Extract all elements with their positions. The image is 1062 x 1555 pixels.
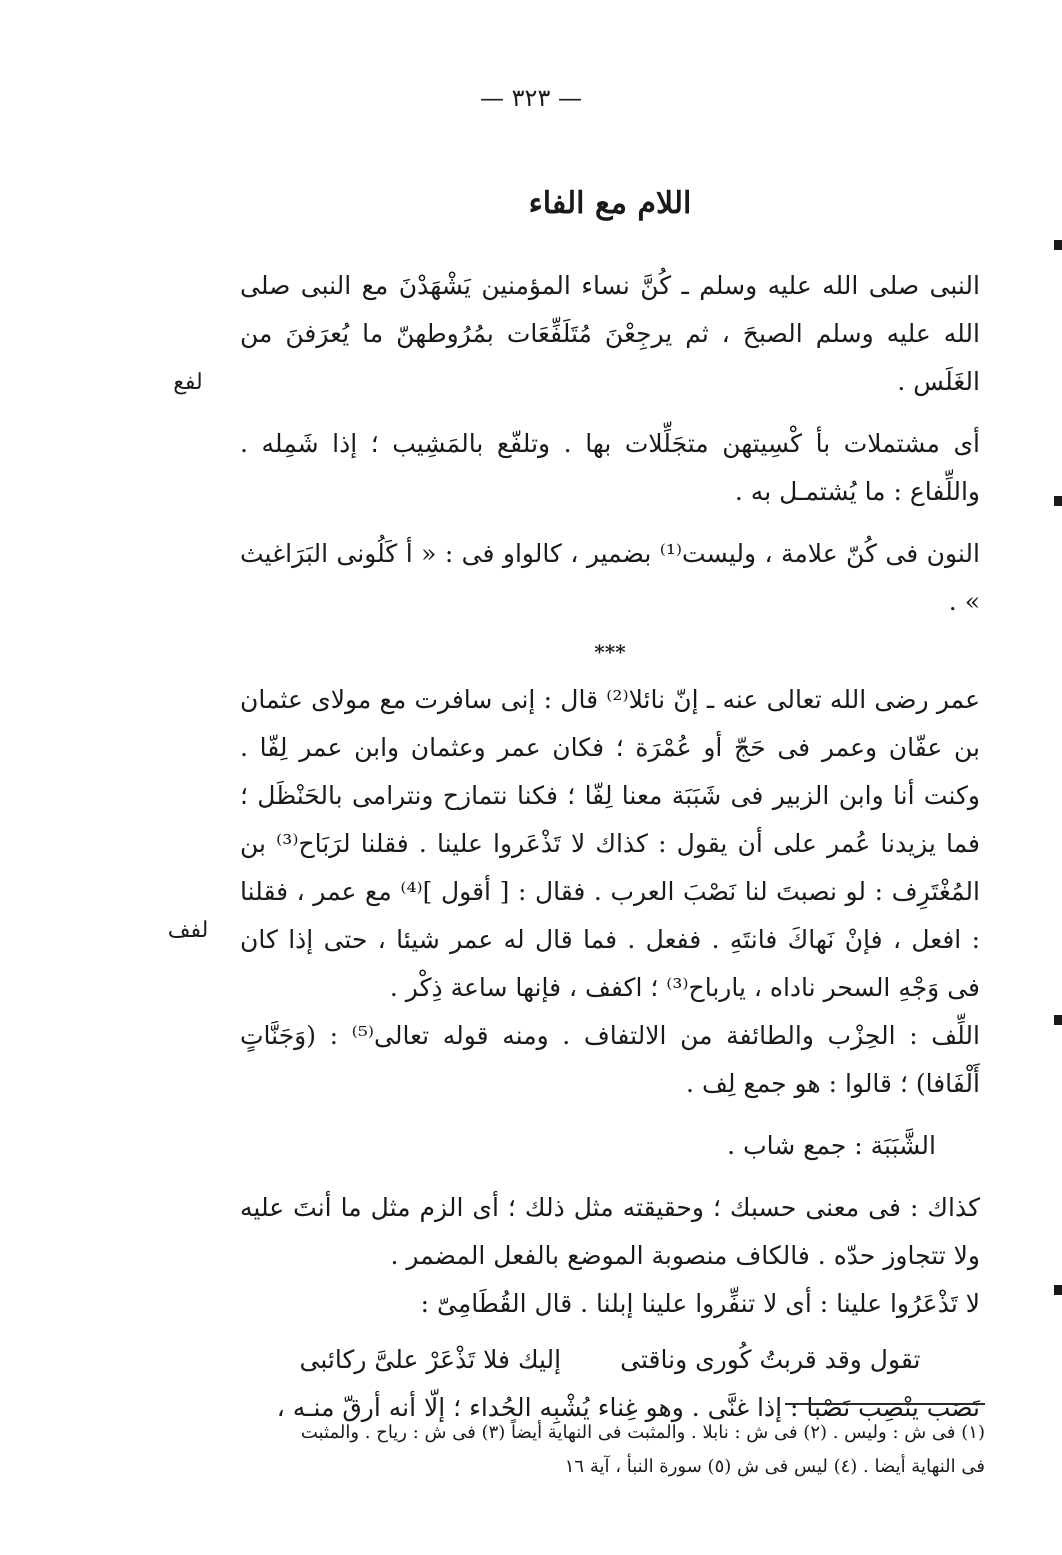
verse-hemistich-2: إليك فلا تَذْعَرْ علىَّ ركائبى: [299, 1345, 562, 1374]
margin-note-lafa: لفع: [173, 370, 203, 395]
footnote-line: فى النهاية أيضا . (٤) ليس فى ش (٥) سورة النبأ ، آية ١٦: [564, 1456, 985, 1477]
section-heading: اللام مع الفاء: [528, 186, 692, 221]
paragraph: نَصَب ينْصِب نَصْبا : إذا غنَّى . وهو غِناء يُشْبِه الحُداء ؛ إلّا أنه أرقّ منـه ،: [276, 1393, 980, 1422]
page-number: — ٣٢٣ —: [480, 84, 582, 112]
paragraph: عمر رضى الله تعالى عنه ـ إنّ نائلا⁽²⁾ قال : إنى سافرت مع مولاى عثمان بن عفّان وعمر فى حَجّ أو عُمْرَة ؛ فكان عمر وعثمان وابن عمر لِفّا . وكنت أنا وابن الزبير فى شَبَبَة معنا لِفّا ؛ فكنا نتمازح ونترامى بالحَنْظَل ؛ فما يزيدنا عُمر على أن يقول : كذاك لا تَذْعَروا علينا . فقلنا لرَبَاح⁽³⁾ بن المُغْتَرِف : لو نصبتَ لنا نَصْبَ العرب . فقال : [ أقول ]⁽⁴⁾ مع عمر ، فقلنا : افعل ، فإنْ نَهاكَ فانتَهِ . ففعل . فما قال له عمر شيئا ، حتى إذا كان فى وَجْهِ السحر ناداه ، يارباح⁽³⁾ ؛ اكفف ، فإنها ساعة ذِكْر .: [240, 685, 980, 1002]
scan-edge-mark: [1054, 496, 1062, 506]
scan-edge-mark: [1054, 240, 1062, 250]
footnote-divider: [785, 1403, 985, 1405]
paragraph: أى مشتملات بأ كْسِيتهن متجَلِّلات بها . وتلفّع بالمَشِيب ؛ إذا شَمِله . واللِّفاع : ما يُشتمـل به .: [240, 429, 980, 506]
main-text: [240, 262, 980, 1432]
section-separator: ***: [594, 640, 626, 664]
scan-edge-mark: [1054, 1015, 1062, 1025]
paragraph: الشَّبَبَة : جمع شاب .: [727, 1131, 936, 1160]
scan-edge-mark: [1054, 1285, 1062, 1295]
paragraph: اللِّف : الحِزْب والطائفة من الالتفاف . ومنه قوله تعالى⁽⁵⁾ : (وَجَنَّاتٍ أَلْفَافا) ؛ قالوا : هو جمع لِف .: [240, 1021, 980, 1098]
verse-hemistich-1: تقول وقد قربتُ كُورى وناقتى: [620, 1345, 921, 1374]
paragraph: النبى صلى الله عليه وسلم ـ كُنَّ نساء المؤمنين يَشْهَدْنَ مع النبى صلى الله عليه وسلم الصبحَ ، ثم يرجِعْنَ مُتَلَفِّعَات بمُرُوطهنّ ما يُعرَفنَ من الغَلَس .: [240, 271, 980, 396]
footnote-line: (١) فى ش : وليس . (٢) فى ش : نابلا . والمثبت فى النهاية أيضاً (٣) فى ش : رياح . والمثبت: [300, 1422, 985, 1443]
paragraph: لا تَذْعَرُوا علينا : أى لا تنفِّروا علينا إبلنا . قال القُطَامِىّ :: [420, 1289, 980, 1318]
paragraph: النون فى كُنّ علامة ، وليست⁽¹⁾ بضمير ، كالواو فى : « أ كَلُونى البَرَاغيث » .: [240, 539, 980, 616]
footnotes: [240, 1416, 985, 1484]
paragraph: كذاك : فى معنى حسبك ؛ وحقيقته مثل ذلك ؛ أى الزم مثل ما أنتَ عليه ولا تتجاوز حدّه . فالكاف منصوبة الموضع بالفعل المضمر .: [240, 1193, 980, 1270]
margin-note-lafaf: لفف: [167, 918, 209, 943]
poetry-verse: [240, 1336, 980, 1384]
